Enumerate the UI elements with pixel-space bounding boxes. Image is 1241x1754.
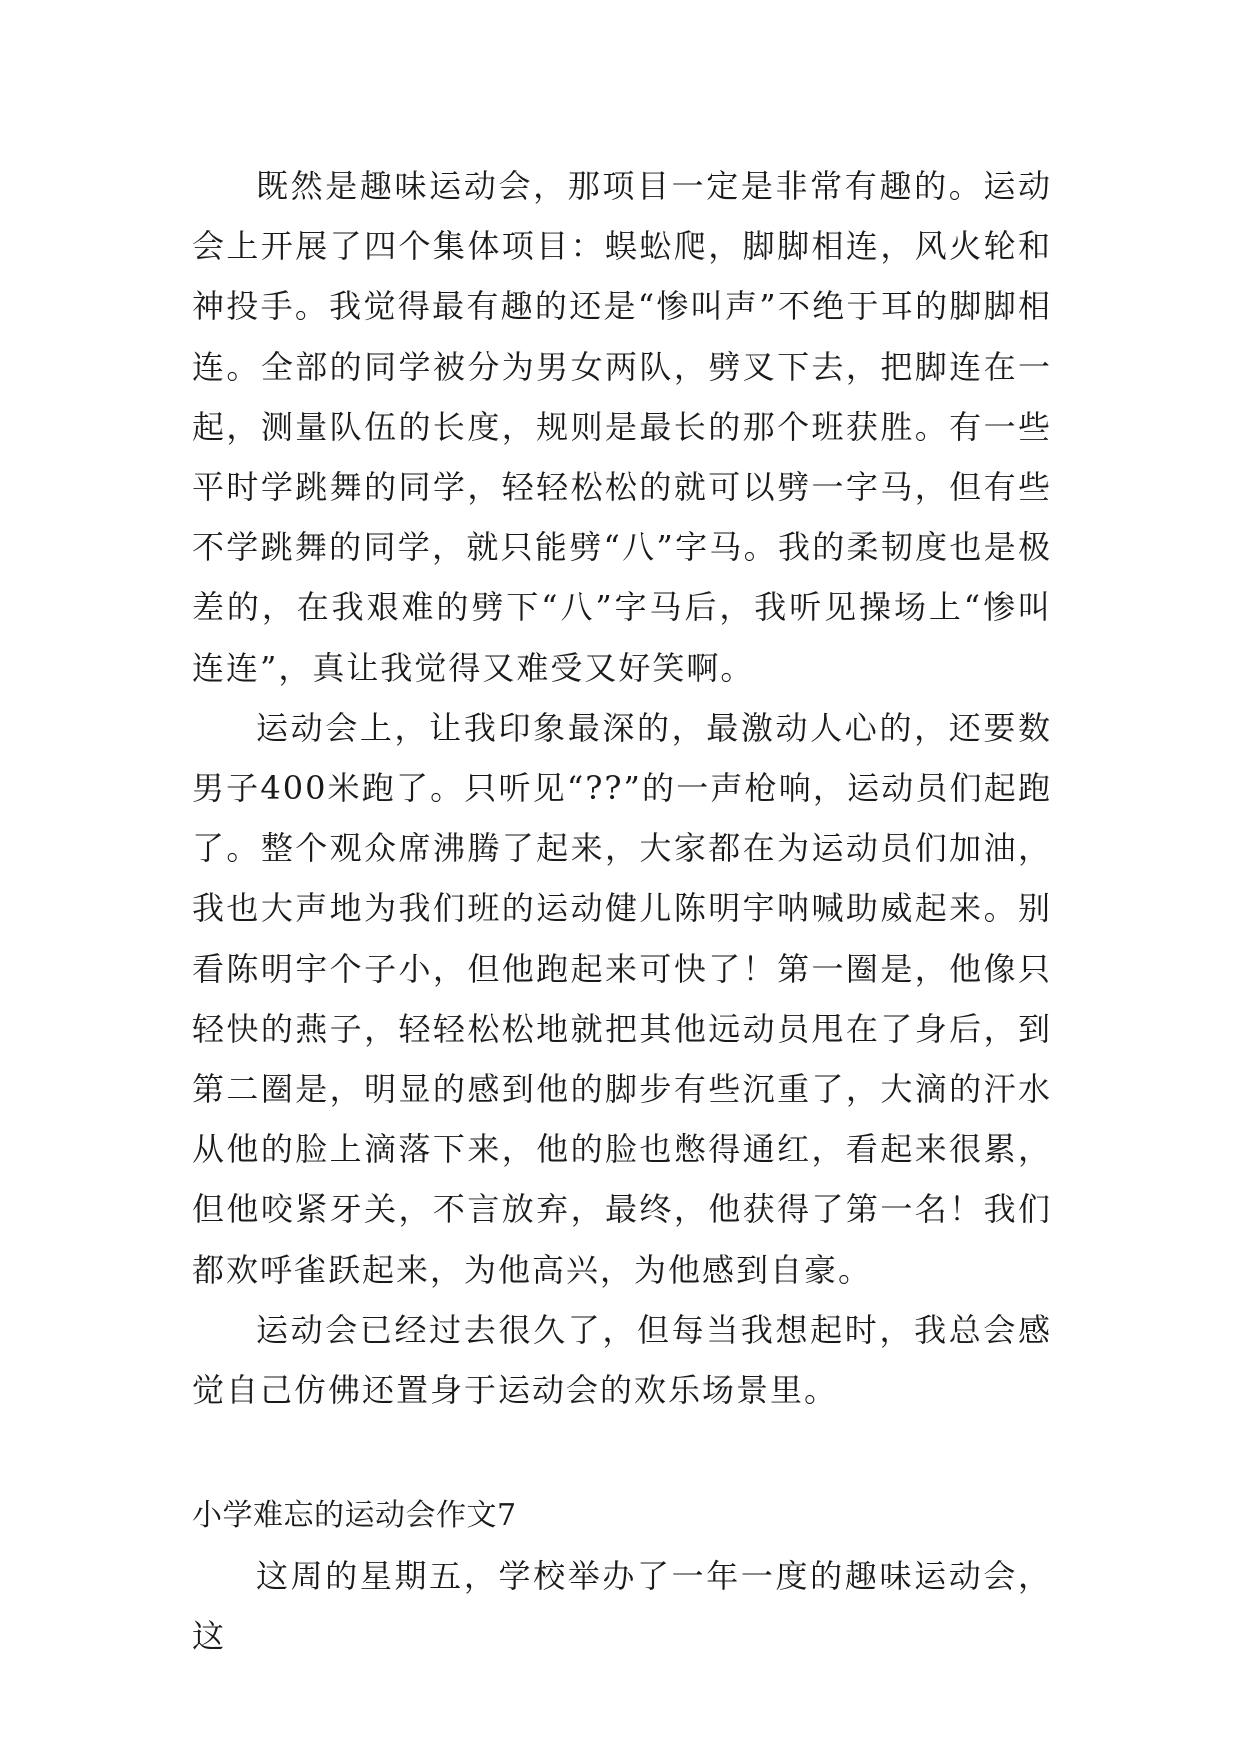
paragraph-fun-events: 既然是趣味运动会，那项目一定是非常有趣的。运动会上开展了四个集体项目：蜈蚣爬，脚脚相连，风火轮和神投手。我觉得最有趣的还是“惨叫声”不绝于耳的脚脚相连。全部的同学被分为男女两队，劈叉下去，把脚连在一起，测量队伍的长度，规则是最长的那个班获胜。有一些平时学跳舞的同学，轻轻松松的就可以劈一字马，但有些不学跳舞的同学，就只能劈“八”字马。我的柔韧度也是极差的，在我艰难的劈下“八”字马后，我听见操场上“惨叫连连”，真让我觉得又难受又好笑啊。 — [192, 167, 1052, 687]
paragraph-400m-race: 运动会上，让我印象最深的，最激动人心的，还要数男子400米跑了。只听见“??”的一声枪响，运动员们起跑了。整个观众席沸腾了起来，大家都在为运动员们加油，我也大声地为我们班的运动健儿陈明宇呐喊助威起来。别看陈明宇个子小，但他跑起来可快了！第一圈是，他像只轻快的燕子，轻轻松松地就把其他远动员甩在了身后，到第二圈是，明显的感到他的脚步有些沉重了，大滴的汗水从他的脸上滴落下来，他的脸也憋得通红，看起来很累，但他咬紧牙关，不言放弃，最终，他获得了第一名！我们都欢呼雀跃起来，为他高兴，为他感到自豪。 — [192, 708, 1052, 1289]
document-body — [192, 156, 1052, 1667]
section-heading: 小学难忘的运动会作文7 — [192, 1498, 517, 1534]
paragraph-memory: 运动会已经过去很久了，但每当我想起时，我总会感觉自己仿佛还置身于运动会的欢乐场景里。 — [192, 1310, 1052, 1410]
paragraph-next-essay-start: 这周的星期五，学校举办了一年一度的趣味运动会，这 — [192, 1557, 1052, 1656]
